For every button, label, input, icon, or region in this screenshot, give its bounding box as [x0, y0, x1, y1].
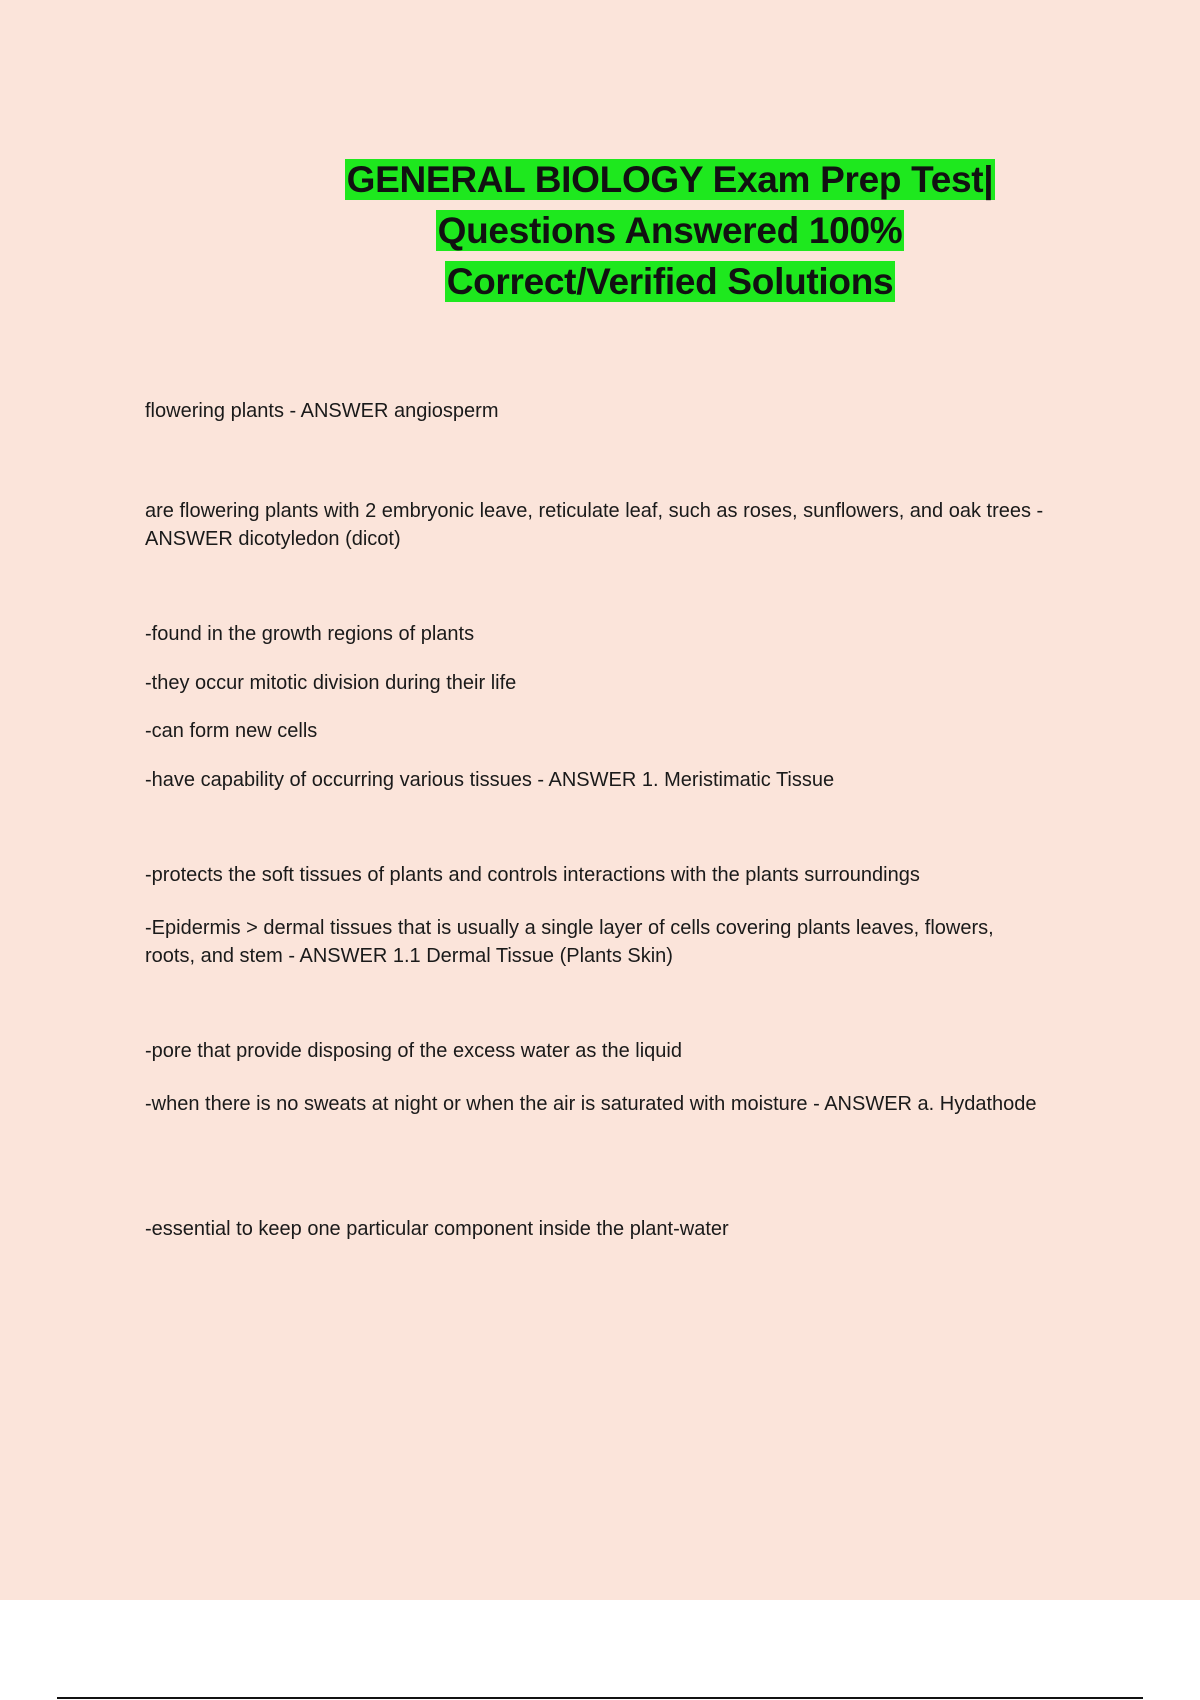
entry-dermal-tissue: -Epidermis > dermal tissues that is usually a single layer of cells covering plants leaves, flowers, roots, and stem - ANSWER 1.1 Dermal Tissue (Plants Skin) — [145, 917, 994, 967]
entry-protects-soft-tissues: -protects the soft tissues of plants and controls interactions with the plants surroundings — [145, 864, 920, 886]
footer-divider — [57, 1697, 1143, 1699]
entry-mitotic-division: -they occur mitotic division during their life — [145, 672, 517, 694]
title-line-1: GENERAL BIOLOGY Exam Prep Test| — [346, 159, 994, 200]
entry-meristimatic-tissue: -have capability of occurring various tissues - ANSWER 1. Meristimatic Tissue — [145, 769, 835, 791]
entry-plant-water: -essential to keep one particular component inside the plant-water — [145, 1218, 729, 1240]
title-line-3: Correct/Verified Solutions — [446, 261, 894, 302]
entry-hydathode: -when there is no sweats at night or when the air is saturated with moisture - ANSWER a. Hydathode — [145, 1093, 1037, 1115]
entry-dicotyledon: are flowering plants with 2 embryonic leave, reticulate leaf, such as roses, sunflowers, and oak trees - ANSWER dicotyledon (dicot) — [145, 500, 1044, 550]
entry-new-cells: -can form new cells — [145, 720, 318, 742]
title-line-2: Questions Answered 100% — [437, 210, 903, 251]
entry-flowering-plants: flowering plants - ANSWER angiosperm — [145, 400, 499, 422]
entry-growth-regions: -found in the growth regions of plants — [145, 623, 475, 645]
document-title — [330, 154, 1010, 307]
entry-pore: -pore that provide disposing of the excess water as the liquid — [145, 1040, 682, 1062]
